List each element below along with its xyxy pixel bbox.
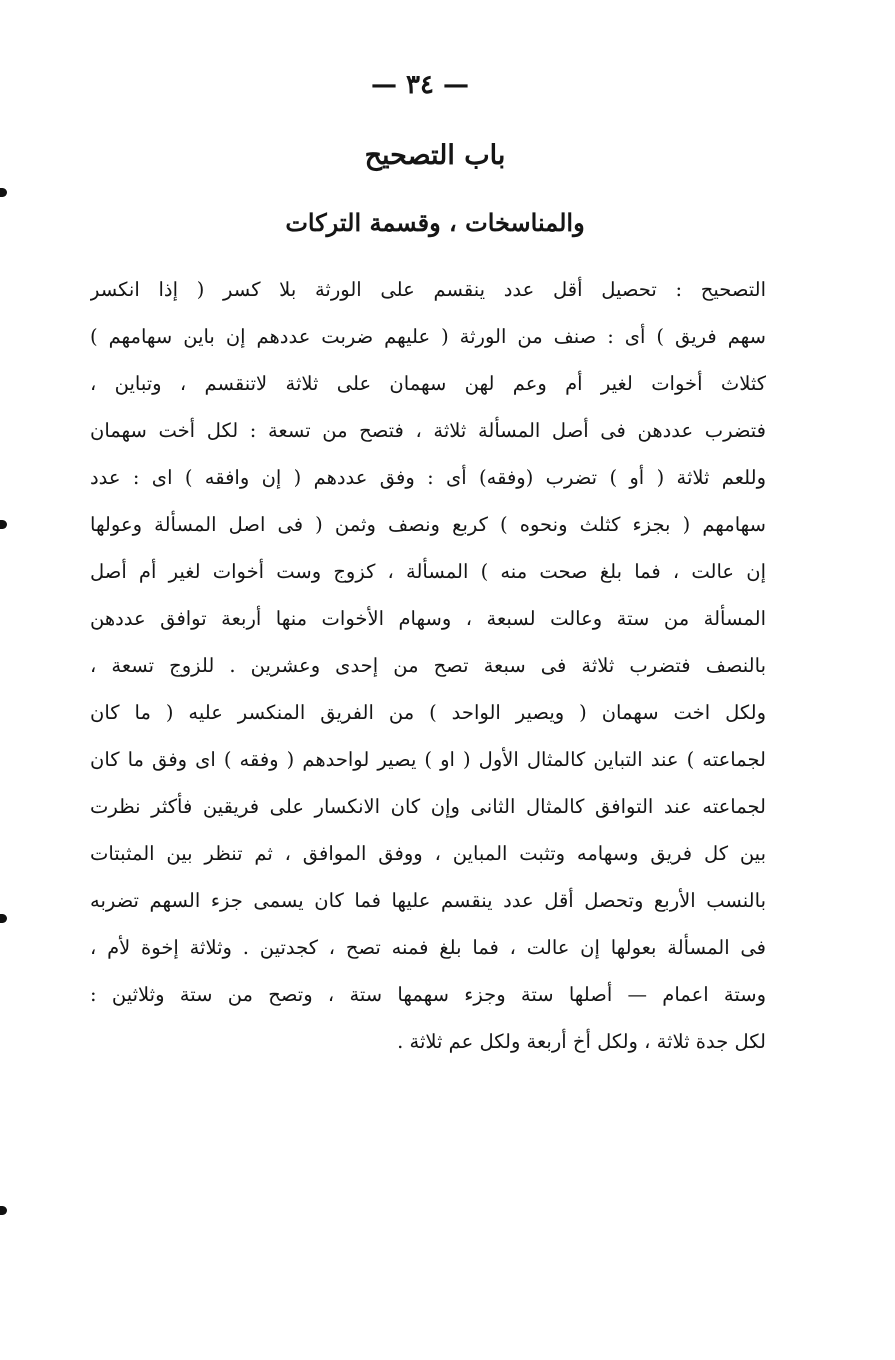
body-text — [90, 266, 766, 1065]
text-line: بالنسب الأربع وتحصل أقل عدد ينقسم عليها فما كان يسمى جزء السهم تضربه — [90, 889, 766, 912]
text-line: التصحيح : تحصيل أقل عدد ينقسم على الورثة بلا كسر ( إذا انكسر — [90, 278, 766, 301]
text-line: لجماعته ) عند التباين كالمثال الأول ( او ) يصير لواحدهم ( وفقه ) اى وفق ما كان — [90, 748, 766, 771]
text-line: وللعم ثلاثة ( أو ) تضرب (وفقه) أى : وفق عددهم ( إن وافقه ) اى : عدد — [90, 466, 766, 489]
text-line: كثلاث أخوات لغير أم وعم لهن سهمان على ثلاثة لاتنقسم ، وتباين ، — [90, 372, 766, 395]
page-edge-mark — [0, 520, 7, 529]
page-edge-mark — [0, 914, 7, 923]
page-edge-mark — [0, 1206, 7, 1215]
page-number: — ٣٤ — — [370, 70, 470, 100]
text-line: فتضرب عددهن فى أصل المسألة ثلاثة ، فتصح من تسعة : لكل أخت سهمان — [90, 419, 766, 442]
chapter-title: باب التصحيح — [364, 140, 506, 171]
text-line: بين كل فريق وسهامه وتثبت المباين ، ووفق الموافق ، ثم تنظر بين المثبتات — [90, 842, 766, 865]
text-line: المسألة من ستة وعالت لسبعة ، وسهام الأخوات منها أربعة توافق عددهن — [90, 607, 766, 630]
text-line: ولكل اخت سهمان ( ويصير الواحد ) من الفريق المنكسر عليه ( ما كان — [90, 701, 766, 724]
text-line: وستة اعمام — أصلها ستة وجزء سهمها ستة ، وتصح من ستة وثلاثين : — [90, 983, 766, 1006]
text-line: سهامهم ( بجزء كثلث ونحوه ) كربع ونصف وثمن ( فى اصل المسألة وعولها — [90, 513, 766, 536]
text-line: لجماعته عند التوافق كالمثال الثانى وإن كان الانكسار على فريقين فأكثر نظرت — [90, 795, 766, 818]
text-line: سهم فريق ) أى : صنف من الورثة ( عليهم ضربت عددهم إن باين سهامهم ) — [90, 325, 766, 348]
text-line: إن عالت ، فما بلغ صحت منه ) المسألة ، كزوج وست أخوات لغير أم أصل — [90, 560, 766, 583]
chapter-subtitle: والمناسخات ، وقسمة التركات — [285, 208, 585, 237]
text-line: بالنصف فتضرب ثلاثة فى سبعة تصح من إحدى وعشرين . للزوج تسعة ، — [90, 654, 766, 677]
page-edge-mark — [0, 188, 7, 197]
text-line: فى المسألة بعولها إن عالت ، فما بلغ فمنه تصح ، كجدتين . وثلاثة إخوة لأم ، — [90, 936, 766, 959]
text-line: لكل جدة ثلاثة ، ولكل أخ أربعة ولكل عم ثلاثة . — [397, 1030, 766, 1053]
